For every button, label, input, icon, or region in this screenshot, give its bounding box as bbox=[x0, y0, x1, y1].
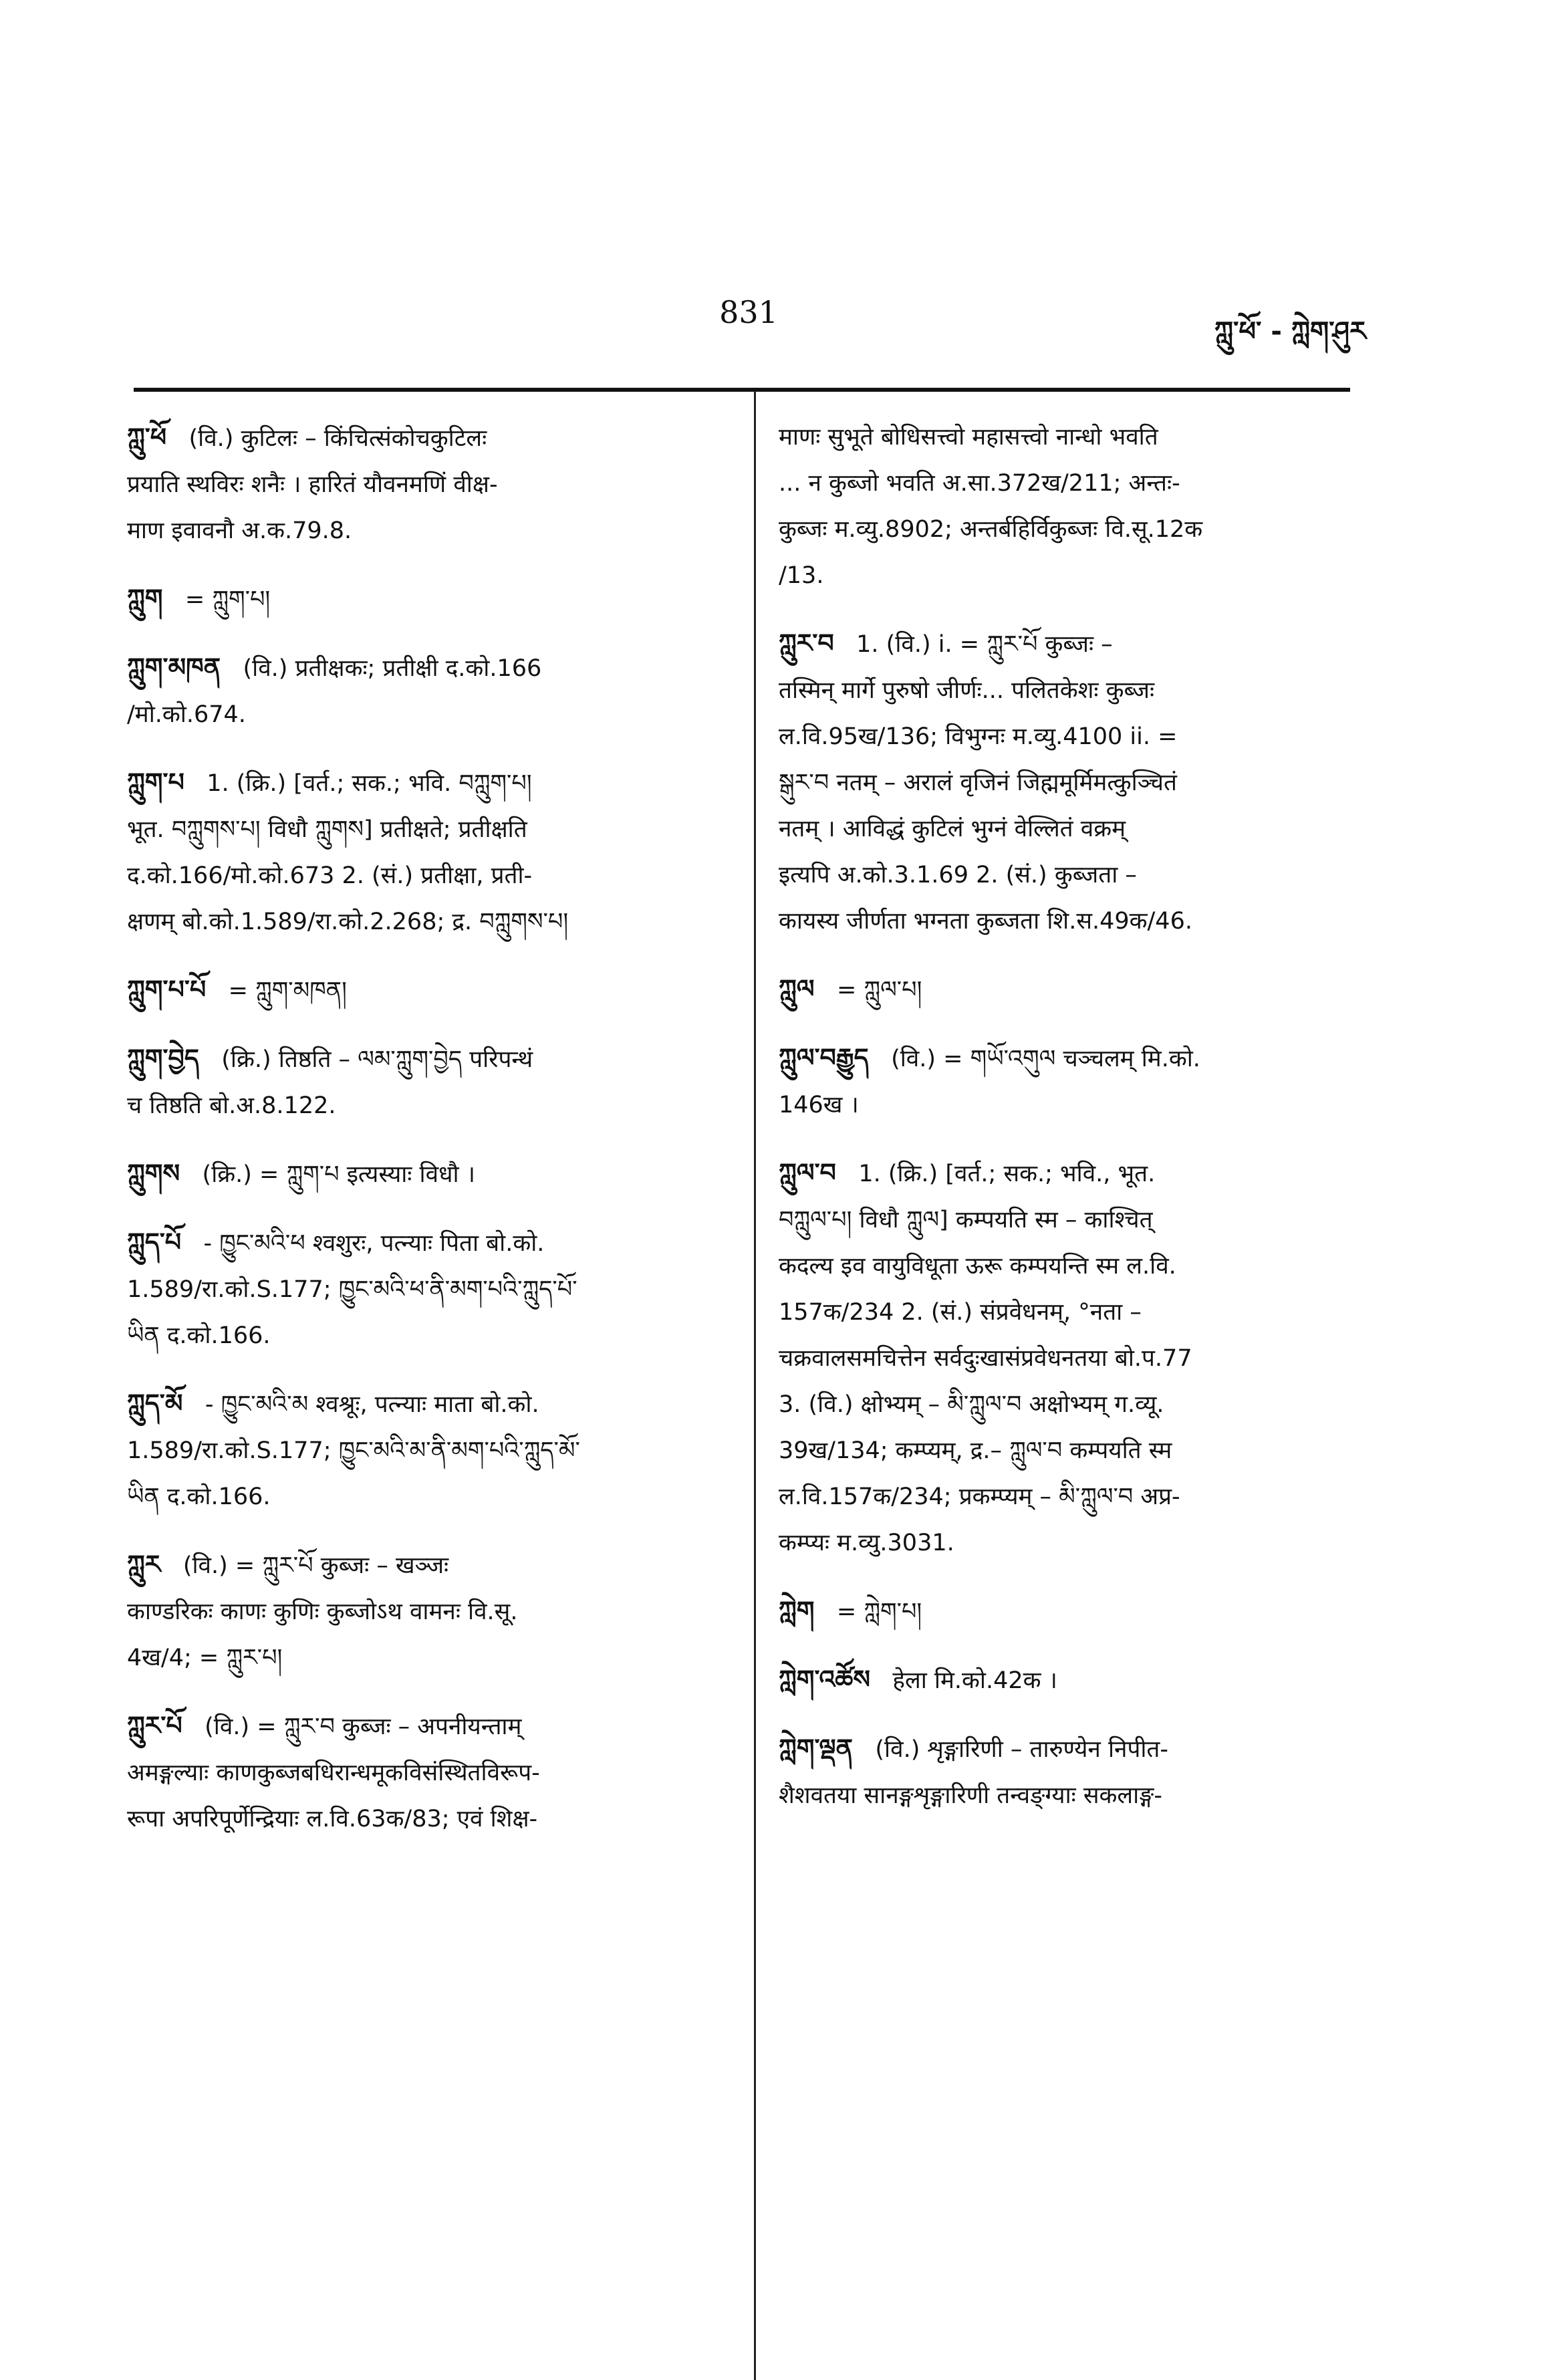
dictionary-entry bbox=[779, 1726, 1353, 1819]
entry-line bbox=[127, 1267, 722, 1313]
entry-line bbox=[779, 1382, 1353, 1428]
entry-line bbox=[779, 1474, 1353, 1520]
entry-text: काण्डरिकः काणः कुणिः कुब्जोऽथ वामनः वि.सू. bbox=[127, 1598, 518, 1625]
entry-line bbox=[779, 1082, 1353, 1128]
entry-text: = ཀླུལ་པ། bbox=[836, 977, 922, 1003]
entry-text: 39ख/134; कम्प्यम्, द्र.– ཀླུལ་བ कम्पयति स्म bbox=[779, 1437, 1172, 1464]
entry-line bbox=[779, 620, 1353, 668]
entry-line bbox=[779, 461, 1353, 507]
entry-text: 4ख/4; = ཀླུར་པ། bbox=[127, 1645, 283, 1671]
entry-line bbox=[779, 1773, 1353, 1819]
entry-text: 146ख । bbox=[779, 1092, 859, 1118]
dictionary-entry bbox=[779, 1035, 1353, 1128]
entry-text: བཀླུལ་པ། विधौ ཀླུལ] कम्पयति स्म – काश्चित् bbox=[779, 1207, 1153, 1233]
entry-text: ल.वि.95ख/136; विभुग्नः म.व्यु.4100 ii. = bbox=[779, 723, 1178, 750]
entry-line bbox=[779, 852, 1353, 899]
left-column bbox=[127, 414, 722, 1864]
dictionary-entry bbox=[127, 1151, 722, 1198]
dictionary-entry bbox=[779, 414, 1353, 599]
entry-line bbox=[779, 507, 1353, 553]
entry-text: च तिष्ठति बो.अ.8.122. bbox=[127, 1092, 336, 1119]
entry-headword: ཀླུག་བྱེད bbox=[127, 1044, 199, 1073]
entry-line bbox=[127, 1635, 722, 1681]
entry-headword: ཀླུ་ཕོ bbox=[127, 423, 167, 452]
entry-text: (वि.) = གཡོ་འགུལ चञ्चलम् मि.को. bbox=[891, 1046, 1200, 1072]
dictionary-entry bbox=[779, 1150, 1353, 1566]
entry-text: हेला मि.को.42क । bbox=[892, 1667, 1057, 1694]
entry-line bbox=[127, 759, 722, 807]
entry-line bbox=[779, 668, 1353, 714]
entry-text: चक्रवालसमचित्तेन सर्वदुःखासंप्रवेधनतया बो.प.77 bbox=[779, 1345, 1192, 1372]
dictionary-entry bbox=[127, 1219, 722, 1359]
entry-text: 1.589/रा.को.S.177; ཁྱུང་མའི་མ་ནི་མག་པའི་ཀླུད་མོ་ bbox=[127, 1437, 580, 1464]
entry-text: 3. (वि.) क्षोभ्यम् – མི་ཀླུལ་བ अक्षोभ्यम् ग.व्यू. bbox=[779, 1391, 1164, 1418]
entry-text: भूत. བཀླུགས་པ། विधौ ཀླུགས] प्रतीक्षते; प्रतीक्षति bbox=[127, 816, 527, 843]
header-rule bbox=[134, 388, 1350, 392]
entry-line bbox=[779, 1150, 1353, 1197]
entry-line bbox=[779, 714, 1353, 760]
entry-text: प्रयाति स्थविरः शनैः । हारितं यौवनमणिं वीक्ष- bbox=[127, 471, 498, 498]
entry-line bbox=[127, 1796, 722, 1842]
entry-line bbox=[127, 1474, 722, 1520]
entry-text: - ཁྱུང་མའི་ཕ श्वशुरः, पत्न्याः पिता बो.को. bbox=[203, 1230, 545, 1257]
entry-line bbox=[127, 576, 722, 623]
entry-text: /13. bbox=[779, 562, 824, 589]
entry-text: ल.वि.157क/234; प्रकम्प्यम् – མི་ཀླུལ་བ अप्र- bbox=[779, 1483, 1180, 1510]
entry-headword: ཀླུག bbox=[127, 584, 163, 613]
entry-headword: ཀླུག་པ་པོ bbox=[127, 975, 207, 1004]
entry-text: /मो.को.674. bbox=[127, 701, 246, 728]
entry-text: = ཀླུག་མཁན། bbox=[228, 977, 347, 1004]
entry-line bbox=[127, 462, 722, 508]
entry-line bbox=[127, 692, 722, 738]
entry-text: शैशवतया सानङ्गशृङ्गारिणी तन्वङ्ग्याः सकलाङ्ग- bbox=[779, 1782, 1162, 1809]
entry-line bbox=[127, 899, 722, 945]
entry-text: (वि.) = ཀླུར་བ कुब्जः – अपनीयन्ताम् bbox=[205, 1713, 522, 1740]
entry-headword: ཀླེག་འཚོས bbox=[779, 1665, 870, 1694]
dictionary-entry bbox=[127, 1381, 722, 1520]
header-entry-range: ཀླུ་ཕོ་ - ཀླེག་ཤུར bbox=[1214, 316, 1366, 347]
entry-text: कम्प्यः म.व्यु.3031. bbox=[779, 1530, 954, 1556]
entry-line bbox=[779, 1290, 1353, 1336]
entry-line bbox=[127, 1036, 722, 1083]
entry-text: = ཀླུག་པ། bbox=[184, 586, 271, 613]
right-column bbox=[779, 414, 1353, 1840]
entry-text: ... न कुब्जो भवति अ.सा.372ख/211; अन्तः- bbox=[779, 470, 1180, 497]
entry-text: (वि.) = ཀླུར་པོ कुब्जः – खञ्जः bbox=[182, 1552, 449, 1579]
entry-text: 1. (वि.) i. = ཀླུར་པོ कुब्जः – bbox=[856, 631, 1113, 658]
entry-line bbox=[779, 1657, 1353, 1704]
dictionary-entry bbox=[127, 759, 722, 945]
entry-line bbox=[779, 1243, 1353, 1290]
entry-text: 157क/234 2. (सं.) संप्रवेधनम्, °नता – bbox=[779, 1299, 1142, 1326]
entry-line bbox=[779, 1726, 1353, 1773]
dictionary-entry bbox=[127, 967, 722, 1014]
entry-line bbox=[779, 899, 1353, 945]
dictionary-entry bbox=[127, 414, 722, 554]
entry-text: द.को.166/मो.को.673 2. (सं.) प्रतीक्षा, प्रती- bbox=[127, 862, 533, 889]
dictionary-entry bbox=[127, 1542, 722, 1681]
page-number: 831 bbox=[719, 294, 778, 330]
entry-headword: ཀླུད་མོ bbox=[127, 1389, 183, 1418]
entry-headword: ཀླུར་བ bbox=[779, 628, 834, 658]
entry-text: अमङ्गल्याः काणकुब्जबधिरान्धमूकविसंस्थितविरूप- bbox=[127, 1760, 540, 1786]
entry-text: कदल्य इव वायुविधूता ऊरू कम्पयन्ति स्म ल.वि. bbox=[779, 1253, 1176, 1280]
entry-text: (वि.) शृङ्गारिणी – तारुण्येन निपीत- bbox=[875, 1736, 1168, 1763]
entry-text: 1.589/रा.को.S.177; ཁྱུང་མའི་ཕ་ནི་མག་པའི་ཀླུད་པོ་ bbox=[127, 1276, 577, 1303]
entry-headword: ཀླུར་པོ bbox=[127, 1711, 182, 1740]
entry-text: (वि.) प्रतीक्षकः; प्रतीक्षी द.को.166 bbox=[243, 655, 542, 682]
entry-line bbox=[779, 760, 1353, 806]
entry-text: इत्यपि अ.को.3.1.69 2. (सं.) कुब्जता – bbox=[779, 862, 1137, 888]
entry-line bbox=[127, 1083, 722, 1129]
entry-line bbox=[127, 1542, 722, 1589]
entry-headword: ཀླུགས bbox=[127, 1159, 180, 1188]
entry-line bbox=[779, 1035, 1353, 1082]
entry-text: སྒུར་བ नतम् – अरालं वृजिनं जिह्ममूर्मिमत्कुञ्चितं bbox=[779, 769, 1177, 796]
entry-text: ཡིན द.को.166. bbox=[127, 1322, 271, 1349]
entry-line bbox=[127, 853, 722, 899]
entry-headword: ཀླུལ་བ bbox=[779, 1158, 836, 1187]
entry-line bbox=[127, 644, 722, 692]
dictionary-entry bbox=[127, 576, 722, 623]
entry-text: 1. (क्रि.) [वर्त.; सक.; भवि. བཀླུག་པ། bbox=[207, 770, 532, 797]
column-divider bbox=[754, 391, 756, 2380]
entry-headword: ཀླེག་ལྡན bbox=[779, 1734, 853, 1763]
entry-line bbox=[127, 414, 722, 462]
entry-text: (वि.) कुटिलः – किंचित्संकोचकुटिलः bbox=[188, 425, 487, 452]
entry-text: (क्रि.) = ཀླུག་པ इत्यस्याः विधौ । bbox=[202, 1161, 476, 1188]
entry-text: माण इवावनौ अ.क.79.8. bbox=[127, 517, 352, 544]
entry-line bbox=[779, 1197, 1353, 1243]
dictionary-entry bbox=[779, 620, 1353, 945]
entry-text: - ཁྱུང་མའི་མ श्वश्रूः, पत्न्याः माता बो.को. bbox=[205, 1391, 539, 1418]
entry-line bbox=[127, 508, 722, 554]
entry-text: 1. (क्रि.) [वर्त.; सक.; भवि., भूत. bbox=[858, 1161, 1156, 1187]
dictionary-entry bbox=[127, 1036, 722, 1129]
entry-line bbox=[779, 414, 1353, 461]
entry-line bbox=[127, 807, 722, 853]
entry-line bbox=[779, 966, 1353, 1014]
entry-text: (क्रि.) तिष्ठति – ལམ་ཀླུག་བྱེད परिपन्थं bbox=[221, 1046, 533, 1073]
entry-line bbox=[779, 806, 1353, 852]
dictionary-entry bbox=[127, 644, 722, 738]
entry-headword: ཀླུལ་བརྒྱུད bbox=[779, 1043, 869, 1072]
entry-line bbox=[127, 1589, 722, 1635]
entry-line bbox=[127, 967, 722, 1014]
entry-text: कायस्य जीर्णता भग्नता कुब्जता शि.स.49क/46. bbox=[779, 908, 1192, 935]
dictionary-entry bbox=[127, 1703, 722, 1842]
dictionary-entry bbox=[779, 1588, 1353, 1635]
entry-line bbox=[779, 1336, 1353, 1382]
entry-text: = ཀླེག་པ། bbox=[836, 1598, 922, 1625]
entry-line bbox=[127, 1381, 722, 1428]
entry-headword: ཀླུལ bbox=[779, 974, 815, 1003]
entry-headword: ཀླུག་པ bbox=[127, 767, 184, 797]
entry-text: कुब्जः म.व्यु.8902; अन्तर्बहिर्विकुब्जः वि.सू.12क bbox=[779, 516, 1203, 543]
entry-line bbox=[127, 1313, 722, 1359]
entry-headword: ཀླེག bbox=[779, 1596, 815, 1625]
dictionary-entry bbox=[779, 966, 1353, 1014]
entry-line bbox=[127, 1750, 722, 1796]
dictionary-entry bbox=[779, 1657, 1353, 1704]
entry-headword: ཀླུད་པོ bbox=[127, 1227, 182, 1257]
entry-text: रूपा अपरिपूर्णेन्द्रियाः ल.वि.63क/83; एवं शिक्ष- bbox=[127, 1806, 538, 1832]
entry-text: माणः सुभूते बोधिसत्त्वो महासत्त्वो नान्धो भवति bbox=[779, 424, 1158, 451]
entry-line bbox=[779, 1588, 1353, 1635]
entry-line bbox=[779, 553, 1353, 599]
entry-text: क्षणम् बो.को.1.589/रा.को.2.268; द्र. བཀླུགས་པ། bbox=[127, 909, 569, 935]
entry-text: तस्मिन् मार्गे पुरुषो जीर्णः... पलितकेशः कुब्जः bbox=[779, 677, 1155, 704]
entry-line bbox=[127, 1703, 722, 1750]
entry-line bbox=[779, 1520, 1353, 1566]
entry-line bbox=[779, 1428, 1353, 1474]
entry-headword: ཀླུར bbox=[127, 1550, 161, 1579]
entry-text: ཡིན द.को.166. bbox=[127, 1483, 271, 1510]
entry-line bbox=[127, 1219, 722, 1267]
entry-line bbox=[127, 1151, 722, 1198]
entry-headword: ཀླུག་མཁན bbox=[127, 652, 221, 682]
entry-line bbox=[127, 1428, 722, 1474]
entry-text: नतम् । आविद्धं कुटिलं भुग्नं वेल्लितं वक्रम् bbox=[779, 816, 1126, 842]
